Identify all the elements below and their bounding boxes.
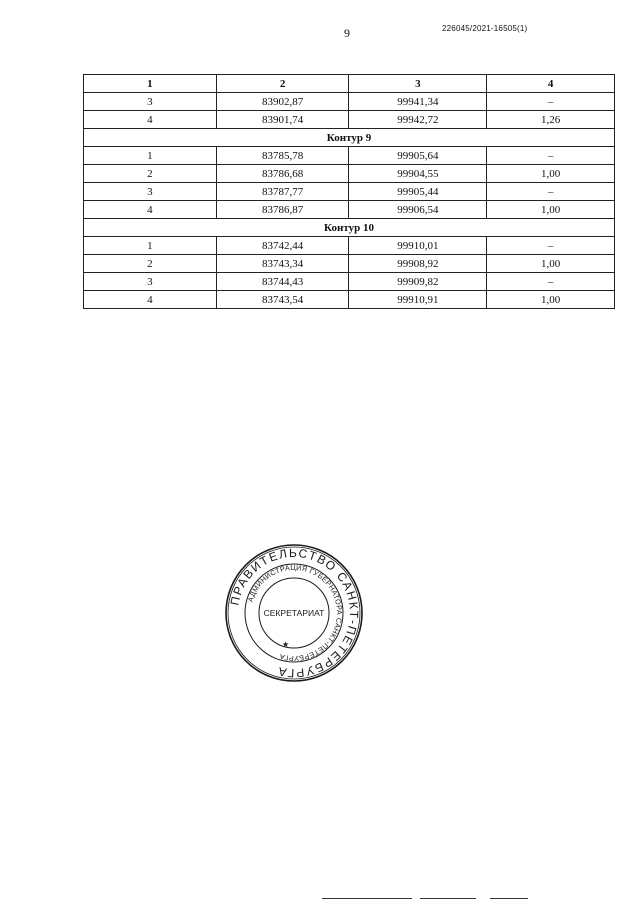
table-cell: –	[487, 183, 615, 201]
table-cell: 83744,43	[216, 273, 349, 291]
table-cell: –	[487, 93, 615, 111]
table-cell: 1	[84, 147, 217, 165]
column-header: 2	[216, 75, 349, 93]
table-header-row	[84, 75, 615, 93]
table-cell: 83787,77	[216, 183, 349, 201]
table-cell: 83902,87	[216, 93, 349, 111]
table-cell: –	[487, 237, 615, 255]
table-row	[84, 183, 615, 201]
footer-rule	[420, 898, 476, 899]
contour-label: Контур 9	[84, 129, 615, 147]
table-row	[84, 237, 615, 255]
table-cell: 4	[84, 291, 217, 309]
table-cell: 99941,34	[349, 93, 487, 111]
table-cell: 83901,74	[216, 111, 349, 129]
table-cell: 99906,54	[349, 201, 487, 219]
table-cell: 3	[84, 273, 217, 291]
table-cell: –	[487, 273, 615, 291]
page-number: 9	[344, 26, 350, 40]
table-cell: 4	[84, 111, 217, 129]
table-cell: 99905,44	[349, 183, 487, 201]
secretariat-seal	[224, 543, 364, 683]
table-row	[84, 111, 615, 129]
table-row	[84, 147, 615, 165]
table-cell: 1	[84, 237, 217, 255]
table-cell: 2	[84, 255, 217, 273]
table-cell: 4	[84, 201, 217, 219]
table-cell: 99908,92	[349, 255, 487, 273]
table-cell: 3	[84, 93, 217, 111]
contour-label: Контур 10	[84, 219, 615, 237]
table-cell: 99904,55	[349, 165, 487, 183]
coordinates-table	[83, 74, 615, 309]
column-header: 3	[349, 75, 487, 93]
table-cell: 1,00	[487, 255, 615, 273]
table-cell: 99910,91	[349, 291, 487, 309]
footer-rule	[322, 898, 412, 899]
table-cell: 99942,72	[349, 111, 487, 129]
svg-text:★: ★	[282, 640, 290, 649]
table-cell: 83786,87	[216, 201, 349, 219]
table-row	[84, 93, 615, 111]
svg-text:АДМИНИСТРАЦИЯ ГУБЕРНАТОРА САНК: АДМИНИСТРАЦИЯ ГУБЕРНАТОРА САНКТ-ПЕТЕРБУРГА	[245, 562, 345, 664]
column-header: 4	[487, 75, 615, 93]
table-cell: 2	[84, 165, 217, 183]
table-cell: 3	[84, 183, 217, 201]
table-cell: 1,00	[487, 165, 615, 183]
table-cell: 83742,44	[216, 237, 349, 255]
table-cell: 1,26	[487, 111, 615, 129]
table-cell: 83785,78	[216, 147, 349, 165]
table-cell: 83743,34	[216, 255, 349, 273]
table-cell: 1,00	[487, 201, 615, 219]
svg-text:ПРАВИТЕЛЬСТВО САНКТ-ПЕТЕРБУРГА: ПРАВИТЕЛЬСТВО САНКТ-ПЕТЕРБУРГА	[227, 545, 362, 681]
column-header: 1	[84, 75, 217, 93]
table-row	[84, 255, 615, 273]
table-row	[84, 273, 615, 291]
table-cell: 99905,64	[349, 147, 487, 165]
table-row	[84, 165, 615, 183]
table-cell: 99910,01	[349, 237, 487, 255]
table-row	[84, 201, 615, 219]
table-cell: –	[487, 147, 615, 165]
table-row	[84, 291, 615, 309]
footer-rule	[490, 898, 528, 899]
table-cell: 83786,68	[216, 165, 349, 183]
contour-header-row	[84, 129, 615, 147]
table-cell: 83743,54	[216, 291, 349, 309]
contour-header-row	[84, 219, 615, 237]
document-id: 226045/2021-16505(1)	[442, 24, 528, 33]
table-body	[84, 93, 615, 309]
table-cell: 1,00	[487, 291, 615, 309]
svg-text:СЕКРЕТАРИАТ: СЕКРЕТАРИАТ	[263, 608, 325, 618]
table-cell: 99909,82	[349, 273, 487, 291]
